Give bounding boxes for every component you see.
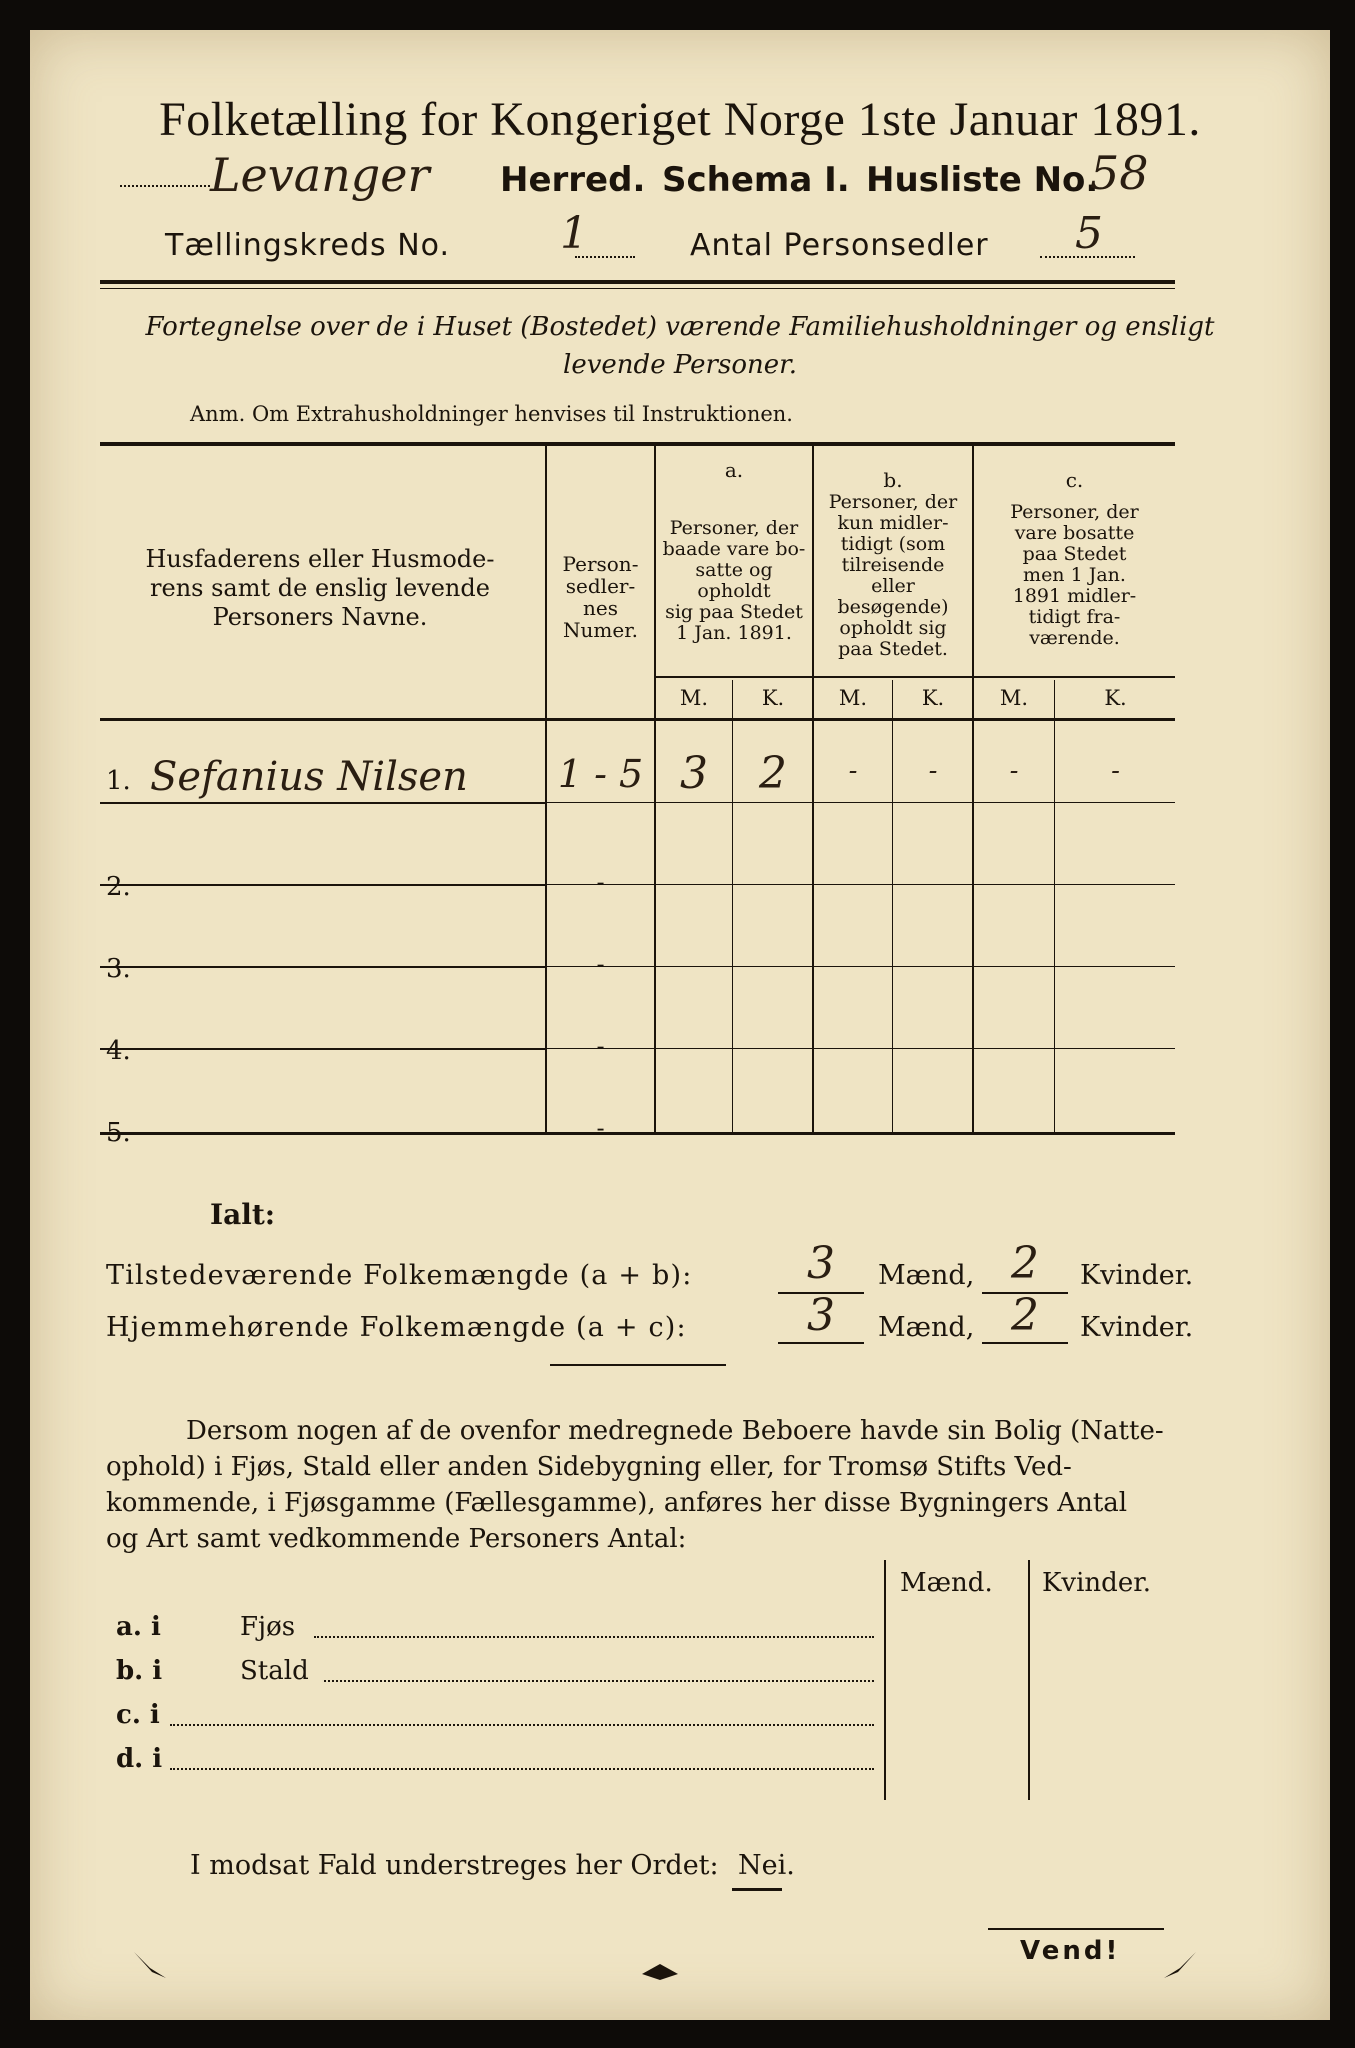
ialt-label: Ialt:	[210, 1198, 276, 1231]
dotted-line	[1040, 256, 1135, 258]
mk-label: K.	[761, 686, 785, 710]
bld-row-label: Fjøs	[240, 1612, 296, 1642]
vend-rule	[988, 1928, 1164, 1930]
row-rule	[100, 884, 545, 886]
col-header-c-letter: c.	[1065, 468, 1084, 492]
binding-mark-icon	[1160, 1948, 1200, 1984]
mk-label: K.	[1104, 686, 1127, 710]
value-b-k: -	[928, 756, 938, 786]
binding-mark-icon	[640, 1958, 680, 1988]
mk-label: K.	[921, 686, 945, 710]
dotted-line	[314, 1636, 874, 1638]
person-numbers: -	[596, 1032, 605, 1060]
bld-row-prefix: b. i	[116, 1656, 163, 1686]
fill-line	[778, 1342, 864, 1344]
col-header-b: Personer, der kun midler- tidigt (som tilreisende eller besøgende) opholdt sig paa Stedet.	[828, 491, 958, 660]
col-divider	[884, 1560, 886, 1800]
value-b-m: -	[848, 756, 858, 786]
col-header-numer: Person- sedler- nes Numer.	[562, 552, 639, 642]
col-header-a: Personer, der baade vare bo- satte og opholdt sig paa Stedet 1 Jan. 1891.	[662, 517, 806, 644]
tilstede-maend-value: 3	[807, 1238, 835, 1289]
resident-name: Sefanius Nilsen	[150, 754, 468, 800]
herred-label: Herred.	[500, 160, 646, 200]
hjemme-kvinder-label: Kvinder.	[1080, 1312, 1194, 1343]
dotted-line	[120, 185, 210, 187]
dotted-line	[575, 256, 635, 258]
value-a-k: 2	[759, 748, 787, 799]
paragraph-line: Dersom nogen af de ovenfor medregnede Beboere havde sin Bolig (Natte-	[186, 1416, 1164, 1446]
person-numbers: -	[596, 950, 605, 978]
underline	[732, 1888, 782, 1891]
mk-label: M.	[679, 686, 709, 710]
husliste-label: Husliste No.	[866, 160, 1099, 200]
anm-note: Anm. Om Extrahusholdninger henvises til Instruktionen.	[190, 402, 793, 426]
bld-row-prefix: c. i	[116, 1700, 160, 1730]
col-header-a-letter: a.	[724, 458, 744, 482]
hjemme-maend-label: Mænd,	[878, 1312, 975, 1343]
mk-label: M.	[838, 686, 868, 710]
hjemme-label: Hjemmehørende Folkemængde (a + c):	[106, 1312, 687, 1343]
modsat-word: Nei.	[738, 1850, 795, 1881]
col-divider	[732, 680, 733, 1134]
tilstede-label: Tilstedeværende Folkemængde (a + b):	[106, 1260, 693, 1291]
col-divider	[1028, 1560, 1030, 1800]
herred-value: Levanger	[210, 148, 430, 202]
census-form-page	[30, 30, 1330, 2020]
modsat-text: I modsat Fald understreges her Ordet:	[190, 1850, 719, 1881]
antal-value: 5	[1075, 208, 1103, 259]
mk-header-rule	[654, 676, 1175, 678]
row-rule	[100, 966, 545, 968]
table-header-rule	[100, 718, 1175, 721]
tilstede-kvinder-label: Kvinder.	[1080, 1260, 1194, 1291]
row-number: 5.	[106, 1118, 131, 1148]
paragraph-line: og Art samt vedkommende Personers Antal:	[106, 1524, 687, 1554]
value-c-k: -	[1111, 756, 1120, 786]
dotted-line	[170, 1768, 874, 1770]
col-header-b-letter: b.	[883, 468, 903, 492]
section-divider	[550, 1364, 726, 1366]
col-divider	[892, 680, 893, 1134]
header-rule	[100, 280, 1175, 284]
bld-row-prefix: d. i	[116, 1744, 163, 1774]
row-number: 2.	[106, 872, 131, 902]
value-a-m: 3	[680, 748, 708, 799]
form-title: Folketælling for Kongeriget Norge 1ste Januar 1891.	[159, 93, 1201, 146]
kreds-value: 1	[560, 208, 588, 259]
col-header-c: Personer, der vare bosatte paa Stedet men 1 Jan. 1891 midler- tidigt fra- værende.	[1010, 501, 1139, 649]
bld-row-label: Stald	[240, 1656, 309, 1686]
row-rule	[100, 1048, 545, 1050]
row-number: 3.	[106, 954, 131, 984]
paragraph-line: kommende, i Fjøsgamme (Fællesgamme), anføres her disse Bygningers Antal	[106, 1488, 1128, 1518]
row-rule	[100, 802, 545, 804]
value-c-m: -	[1009, 756, 1019, 786]
fill-line	[982, 1342, 1068, 1344]
dotted-line	[324, 1680, 874, 1682]
paragraph-line: ophold) i Fjøs, Stald eller anden Sidebygning eller, for Tromsø Stifts Ved-	[106, 1452, 1072, 1482]
person-numbers: -	[596, 868, 605, 896]
vend-label: Vend!	[1020, 1936, 1121, 1966]
row-rule	[547, 802, 1175, 803]
tilstede-maend-label: Mænd,	[878, 1260, 975, 1291]
person-numbers: 1 - 5	[557, 752, 644, 796]
col-header-names: Husfaderens eller Husmode- rens samt de enslig levende Personers Navne.	[145, 545, 495, 631]
hjemme-maend-value: 3	[807, 1290, 835, 1341]
dotted-line	[170, 1724, 874, 1726]
hjemme-kvinder-value: 2	[1011, 1290, 1039, 1341]
row-number: 4.	[106, 1036, 131, 1066]
col-divider	[1054, 680, 1055, 1134]
antal-label: Antal Personsedler	[690, 228, 989, 263]
row-number: 1.	[106, 766, 131, 796]
mk-label: M.	[999, 686, 1029, 710]
bld-row-prefix: a. i	[116, 1612, 161, 1642]
subtitle-line-2: levende Personer.	[563, 350, 797, 380]
bld-maend-header: Mænd.	[900, 1568, 993, 1598]
kreds-label: Tællingskreds No.	[165, 228, 450, 263]
tilstede-kvinder-value: 2	[1011, 1238, 1039, 1289]
binding-mark-icon	[130, 1948, 170, 1984]
husliste-value: 58	[1090, 146, 1149, 200]
subtitle-line-1: Fortegnelse over de i Huset (Bostedet) værende Familiehusholdninger og ensligt	[145, 312, 1215, 342]
person-numbers: -	[596, 1114, 605, 1142]
header-rule	[100, 288, 1175, 289]
table-top-rule	[100, 442, 1175, 446]
schema-label: Schema I.	[662, 160, 850, 200]
bld-kvinder-header: Kvinder.	[1042, 1568, 1152, 1598]
